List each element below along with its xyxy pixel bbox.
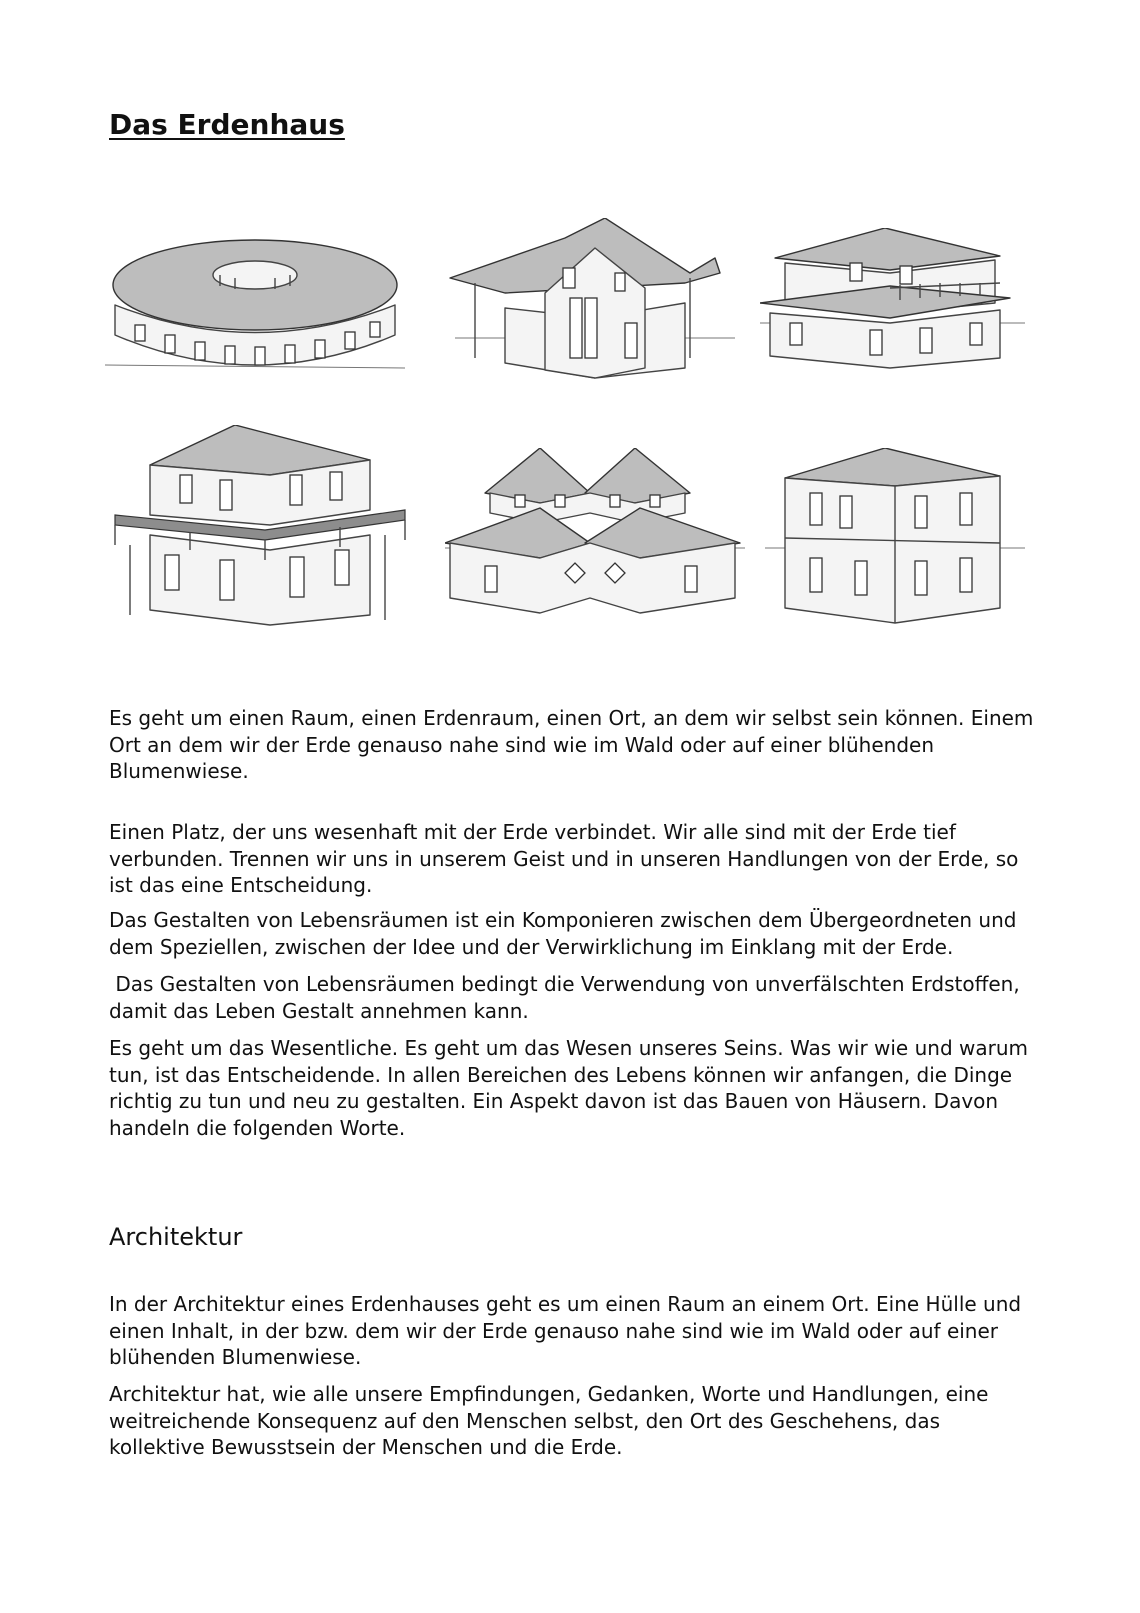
document-title: Das Erdenhaus xyxy=(109,108,345,141)
intro-paragraph-1: Es geht um einen Raum, einen Erdenraum, einen Ort, an dem wir selbst sein können. Einem Ort an dem wir der Erde genauso nahe sind wie im Wald oder auf einer blühenden Blumenwiese. xyxy=(109,706,1034,783)
gable-house-sketch-icon xyxy=(445,218,745,393)
intro-paragraph-3: Das Gestalten von Lebensräumen ist ein Komponieren zwischen dem Übergeordneten und dem Speziellen, zwischen der Idee und der Verwirklichung im Einklang mit der Erde. xyxy=(109,908,1017,959)
octagon-tower-house-sketch-icon xyxy=(765,448,1025,628)
intro-paragraph-5: Es geht um das Wesentliche. Es geht um das Wesen unseres Seins. Was wir wie und warum tun, ist das Entscheidende. In allen Bereichen des Lebens können wir anfangen, die Dinge richtig zu tun und neu zu gestalten. Ein Aspekt davon ist das Bauen von Häusern. Davon handeln die folgenden Worte. xyxy=(109,1036,1028,1140)
section-paragraph-2: Architektur hat, wie alle unsere Empfindungen, Gedanken, Worte und Handlungen, eine weitreichende Konsequenz auf den Menschen selbst, den Ort des Geschehens, das kollektive Bewusstsein der Menschen und die Erde. xyxy=(109,1382,989,1459)
section-paragraph-1: In der Architektur eines Erdenhauses geht es um einen Raum an einem Ort. Eine Hülle und einen Inhalt, in der bzw. dem wir der Erde genauso nahe sind wie im Wald oder auf einer blühenden Blumenwiese. xyxy=(109,1292,1022,1369)
octagon-house-with-terrace-sketch-icon xyxy=(110,425,410,635)
intro-paragraph-2: Einen Platz, der uns wesenhaft mit der Erde verbindet. Wir alle sind mit der Erde tief verbunden. Trennen wir uns in unserem Geist und in unseren Handlungen von der Erde, so ist das eine Entscheidung. xyxy=(109,820,1019,897)
round-house-with-balcony-sketch-icon xyxy=(760,228,1025,383)
section-heading: Architektur xyxy=(109,1223,243,1251)
ring-house-sketch-icon xyxy=(105,230,405,390)
intro-paragraph-4: Das Gestalten von Lebensräumen bedingt die Verwendung von unverfälschten Erdstoffen, damit das Leben Gestalt annehmen kann. xyxy=(109,972,1027,1023)
cluster-house-sketch-icon xyxy=(445,448,745,618)
